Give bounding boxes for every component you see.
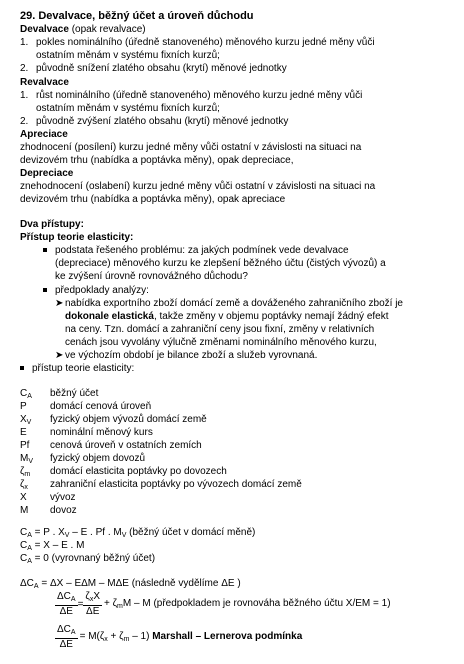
- square-bullet-icon: [43, 288, 47, 292]
- list-item: 1. růst nominálního (úředně stanoveného) měnového kurzu jedné měny vůči: [20, 90, 363, 101]
- depreciace-text: znehodnocení (oslabení) kurzu jedné měny vůči ostatní v závislosti na situaci na: [20, 181, 376, 192]
- section-heading: Dva přístupy:: [20, 219, 84, 230]
- apreciace-heading: Apreciace: [20, 129, 68, 140]
- equation: $C_A = P$ . $X_V$ – E . Pf . $M_V$ (běžný účet v domácí měně): [20, 527, 256, 539]
- legend-row: $C_A$ běžný účet: [20, 388, 99, 400]
- legend-row: $\zeta_m$ domácí elasticita poptávky po dovozech: [20, 466, 227, 478]
- fraction: $\frac{\Delta C_A}{\Delta E}$: [57, 591, 76, 617]
- bullet-item: přístup teorie elasticity:: [20, 363, 134, 375]
- sub-bullet-text: cenách jsou vyvolány výlučně změnami nominálního měnového kurzu,: [65, 337, 377, 348]
- list-item: 2. původně snížení zlatého obsahu (krytí) měnové jednotky: [20, 63, 287, 74]
- legend-row: M dovoz: [20, 505, 77, 516]
- legend-row: X vývoz: [20, 492, 76, 503]
- section-subheading: Přístup teorie elasticity:: [20, 232, 134, 243]
- revalvace-heading: Revalvace: [20, 77, 69, 88]
- square-bullet-icon: [20, 366, 24, 370]
- sub-bullet-item: ➤ nabídka exportního zboží domácí země a dováženého zahraničního zboží je: [55, 298, 403, 309]
- legend-row: Pf cenová úroveň v ostatních zemích: [20, 440, 202, 451]
- bullet-item: předpoklady analýzy:: [43, 285, 149, 297]
- sub-bullet-item: ➤ ve výchozím období je bilance zboží a služeb vyrovnaná.: [55, 350, 318, 361]
- bullet-text: ke zvýšení úrovně rovnovážného důchodu?: [55, 271, 248, 282]
- list-item: 2. původně zvýšení zlatého obsahu (krytí) měnové jednotky: [20, 116, 289, 127]
- depreciace-heading: Depreciace: [20, 168, 74, 179]
- fraction-equation: $\frac{\Delta C_A}{\Delta E}$ = $M(\zeta_x + \zeta_m - 1)$ Marshall – Lernerova podmínka: [57, 624, 303, 650]
- chevron-right-icon: ➤: [55, 298, 64, 309]
- list-item: ostatním měnám v systému fixních kurzů;: [36, 50, 220, 61]
- devalvace-heading-note: (opak revalvace): [68, 24, 146, 35]
- legend-row: $\zeta_x$ zahraniční elasticita poptávky po vývozech domácí země: [20, 479, 302, 491]
- bullet-item: podstata řešeného problému: za jakých podmínek vede devalvace: [43, 245, 349, 257]
- legend-row: $X_V$ fyzický objem vývozů domácí země: [20, 414, 207, 426]
- apreciace-text: zhodnocení (posílení) kurzu jedné měny vůči ostatní v závislosti na situaci na: [20, 142, 362, 153]
- fraction: $\frac{\Delta C_A}{\Delta E}$: [57, 624, 76, 650]
- page-title: 29. Devalvace, běžný účet a úroveň důchodu: [20, 10, 254, 22]
- equation: $C_A = 0$ (vyrovnaný běžný účet): [20, 553, 156, 565]
- chevron-right-icon: ➤: [55, 350, 64, 361]
- fraction-equation: $\frac{\Delta C_A}{\Delta E}$ = $\frac{\zeta_xX}{\Delta E}$ + $\zeta_mM$ – M (předpokladem je rovnováha běžného účtu X/EM = 1): [57, 591, 391, 617]
- equation: $\Delta C_A = \Delta X - E\Delta M - M\Delta E$ (následně vydělíme ΔE ): [20, 578, 241, 590]
- equation: $C_A = X - E$ . M: [20, 540, 85, 552]
- depreciace-text: devizovém trhu (nabídka a poptávka měny), opak apreciace: [20, 194, 286, 205]
- list-item: ostatním měnám v systému fixních kurzů;: [36, 103, 220, 114]
- devalvace-heading-line: [20, 24, 146, 36]
- sub-bullet-text: dokonale elastická, takže změny v objemu poptávky nemají žádný efekt: [65, 311, 389, 322]
- list-item: 1. pokles nominálního (úředně stanoveného) měnového kurzu jedné měny vůči: [20, 37, 375, 48]
- fraction: $\frac{\zeta_xX}{\Delta E}$: [85, 591, 101, 617]
- sub-bullet-text: na ceny. Tzn. domácí a zahraniční ceny jsou fixní, změny v relativních: [65, 324, 375, 335]
- apreciace-text: devizovém trhu (nabídka a poptávka měny), opak depreciace,: [20, 155, 294, 166]
- bullet-text: (depreciace) měnového kurzu ke zlepšení běžného účtu (čistých vývozů) a: [55, 258, 386, 269]
- square-bullet-icon: [43, 248, 47, 252]
- legend-row: P domácí cenová úroveň: [20, 401, 152, 412]
- legend-row: E nominální měnový kurs: [20, 427, 153, 438]
- devalvace-heading: Devalvace: [20, 24, 69, 35]
- legend-row: $M_V$ fyzický objem dovozů: [20, 453, 146, 465]
